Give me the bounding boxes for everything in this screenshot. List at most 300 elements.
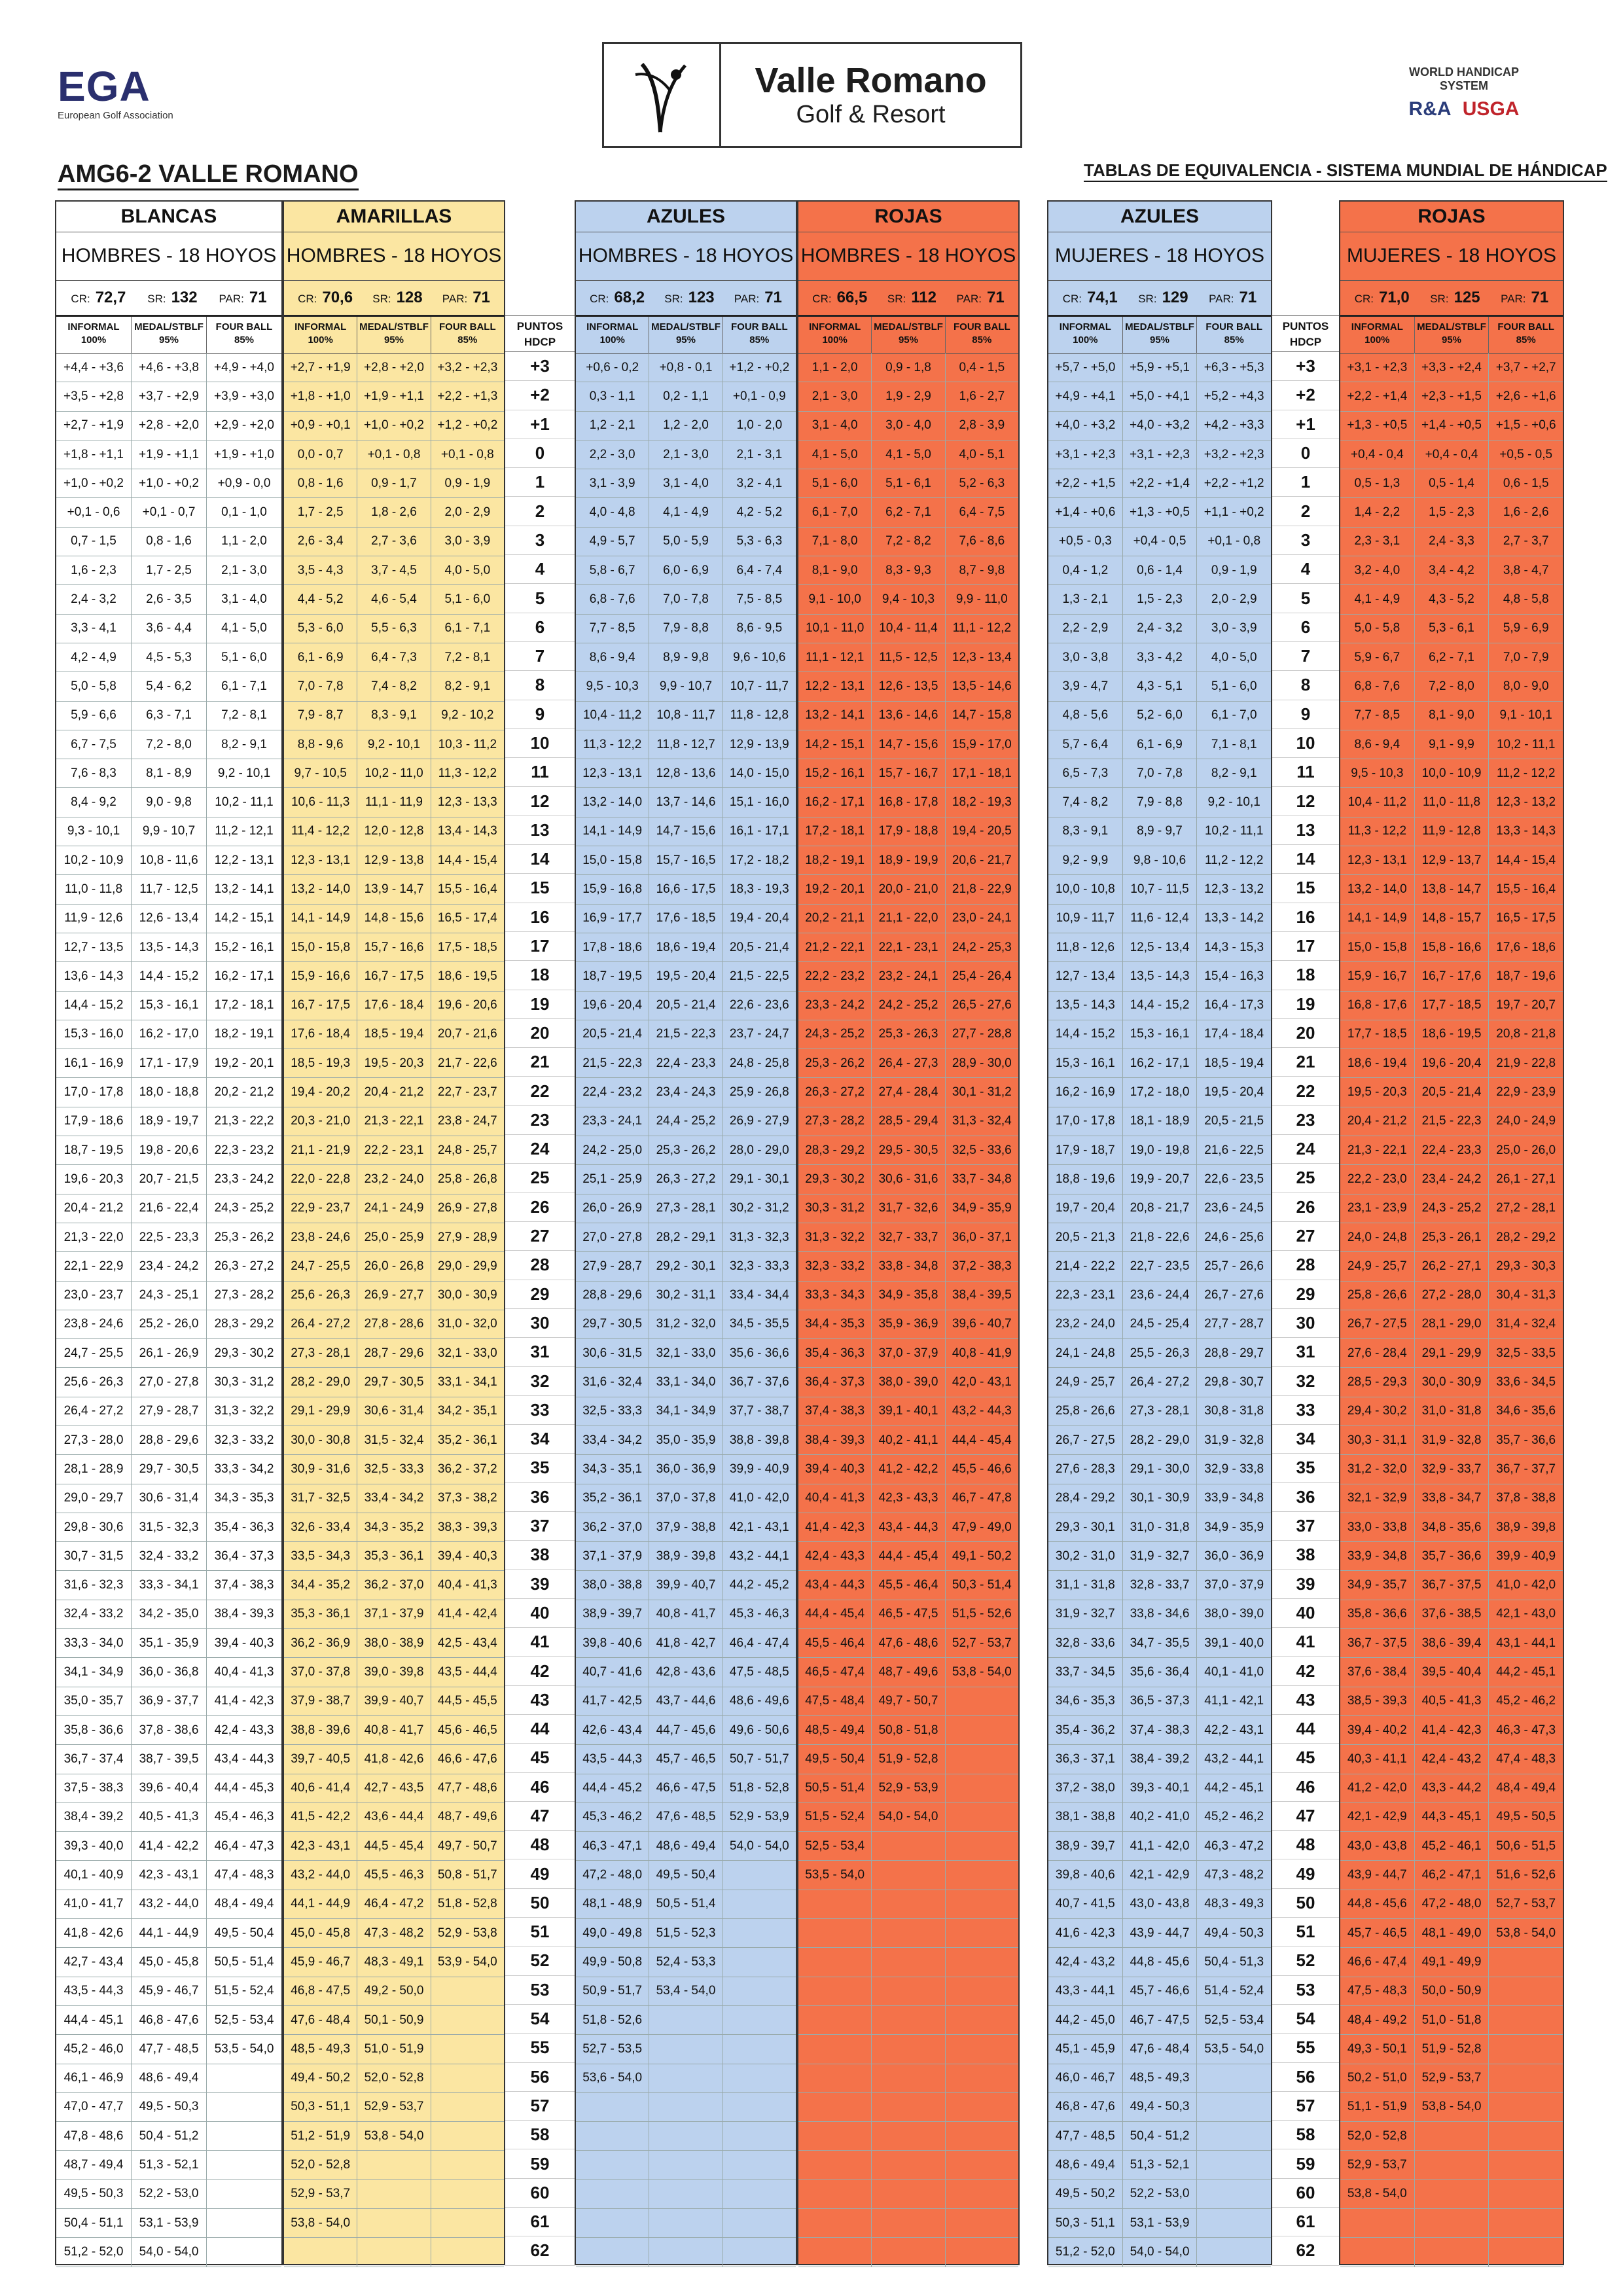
points-value: 59	[1272, 2149, 1339, 2178]
table-cell: 25,7 - 26,6	[1204, 1259, 1264, 1273]
table-panel-rojas_h	[797, 200, 1020, 2265]
table-row	[1048, 1658, 1271, 1687]
table-row	[56, 1194, 281, 1223]
table-cell: 6,1 - 6,9	[284, 643, 357, 672]
table-cell: 28,3 - 29,2	[214, 1317, 274, 1331]
table-cell: +0,5 - 0,5	[1499, 447, 1553, 461]
table-cell: 9,9 - 10,7	[649, 672, 722, 700]
table-cell: 35,4 - 36,3	[798, 1339, 872, 1367]
points-value: 36	[1272, 1483, 1339, 1512]
table-row	[798, 817, 1018, 846]
table-row	[798, 1397, 1018, 1426]
table-cell: 17,0 - 17,8	[56, 1078, 132, 1106]
table-cell: 19,2 - 20,1	[798, 875, 872, 903]
table-row	[284, 1919, 504, 1948]
table-cell: 1,9 - 2,9	[872, 382, 945, 410]
table-cell: 47,2 - 48,0	[576, 1861, 649, 1889]
table-cell: 48,4 - 49,2	[1340, 2006, 1415, 2034]
table-cell: 53,8 - 54,0	[284, 2209, 357, 2237]
table-row	[284, 1339, 504, 1368]
table-cell: 45,7 - 46,5	[1340, 1919, 1415, 1947]
table-cell	[207, 2151, 281, 2179]
table-cell: 39,9 - 40,9	[729, 1462, 789, 1476]
table-cell: 8,7 - 9,8	[959, 563, 1005, 577]
table-row	[1048, 440, 1271, 469]
points-rows	[505, 352, 575, 2266]
table-cell: 39,3 - 40,1	[1123, 1774, 1198, 1803]
table-cell: 19,5 - 20,4	[1204, 1085, 1264, 1100]
table-cell	[576, 2238, 649, 2266]
table-cell	[872, 1919, 945, 1947]
table-cell: 21,1 - 22,0	[872, 905, 945, 933]
table-cell: 46,8 - 47,6	[1048, 2093, 1123, 2121]
table-cell: 35,0 - 35,9	[649, 1426, 722, 1454]
table-cell: 36,9 - 37,7	[132, 1687, 207, 1715]
table-cell: 37,4 - 38,3	[798, 1397, 872, 1426]
table-row	[1048, 2035, 1271, 2064]
points-value: 12	[505, 787, 575, 816]
table-cell: 11,2 - 12,1	[215, 824, 274, 838]
table-cell: 37,9 - 38,7	[284, 1687, 357, 1715]
table-row	[56, 2209, 281, 2238]
table-cell	[723, 2093, 796, 2121]
points-value: 40	[505, 1599, 575, 1628]
table-cell: 0,9 - 1,9	[444, 476, 491, 490]
table-cell: 24,1 - 24,9	[357, 1194, 431, 1223]
table-cell: +1,9 - +1,0	[214, 447, 274, 461]
table-cell: 35,1 - 35,9	[132, 1629, 207, 1657]
table-cell: 34,3 - 35,2	[357, 1513, 431, 1541]
table-cell	[946, 2209, 1018, 2237]
table-row	[284, 1542, 504, 1571]
table-cell: 14,4 - 15,4	[437, 853, 497, 867]
table-cell: 5,2 - 6,3	[959, 476, 1005, 490]
table-cell: 18,5 - 19,3	[284, 1049, 357, 1077]
table-cell	[872, 2209, 945, 2237]
table-cell: 18,6 - 19,4	[1340, 1049, 1415, 1077]
table-row	[56, 498, 281, 527]
table-row	[1048, 556, 1271, 585]
points-value: 14	[505, 845, 575, 874]
table-cell	[1415, 2151, 1489, 2179]
table-cell: 15,8 - 16,6	[1415, 933, 1489, 961]
table-cell: 39,0 - 39,8	[357, 1658, 431, 1686]
table-cell: 5,3 - 6,0	[284, 615, 357, 643]
points-value: 58	[505, 2121, 575, 2149]
table-cell: 11,4 - 12,2	[284, 817, 357, 846]
table-row	[56, 1658, 281, 1687]
points-value: 39	[1272, 1570, 1339, 1598]
table-row	[284, 905, 504, 933]
table-cell: 34,9 - 35,7	[1340, 1571, 1415, 1599]
table-row	[576, 875, 796, 904]
table-cell: 44,4 - 45,2	[576, 1774, 649, 1803]
table-cell: 26,1 - 26,9	[132, 1339, 207, 1367]
table-row	[56, 615, 281, 643]
table-cell: 15,0 - 15,8	[576, 846, 649, 874]
course-rating-row	[576, 280, 796, 317]
table-row	[576, 1687, 796, 1716]
points-value: 16	[1272, 903, 1339, 932]
table-cell: 22,4 - 23,2	[576, 1078, 649, 1106]
table-row	[1340, 1339, 1563, 1368]
table-cell: 11,0 - 11,8	[56, 875, 132, 903]
table-cell: 43,9 - 44,7	[1123, 1919, 1198, 1947]
table-cell: 52,9 - 53,7	[1415, 2064, 1489, 2092]
table-cell: 42,3 - 43,1	[132, 1861, 207, 1889]
table-cell: 30,8 - 31,8	[1204, 1404, 1264, 1418]
document-title: TABLAS DE EQUIVALENCIA - SISTEMA MUNDIAL DE HÁNDICAP	[1084, 160, 1607, 182]
tee-title: ROJAS	[1340, 202, 1563, 232]
table-cell: 6,4 - 7,5	[959, 505, 1005, 520]
table-cell: 46,3 - 47,1	[576, 1832, 649, 1860]
table-cell	[798, 2035, 872, 2063]
table-row	[576, 933, 796, 962]
table-cell	[723, 1948, 796, 1976]
table-cell: 30,1 - 30,9	[1123, 1484, 1198, 1513]
table-panel-rojas_m	[1339, 200, 1564, 2265]
table-row	[56, 2151, 281, 2179]
table-cell: 15,3 - 16,1	[132, 992, 207, 1020]
rating-cr-value: 72,7	[95, 288, 126, 306]
table-cell: 14,7 - 15,6	[872, 730, 945, 759]
table-cell: +5,0 - +4,1	[1123, 382, 1198, 410]
table-row	[1048, 412, 1271, 440]
table-cell	[1489, 2209, 1563, 2237]
table-cell: 45,9 - 46,7	[132, 1977, 207, 2005]
points-value: 54	[505, 2005, 575, 2034]
table-cell: 44,2 - 45,2	[729, 1578, 789, 1592]
table-row	[576, 846, 796, 875]
table-row	[1048, 1049, 1271, 1078]
table-cell: 14,1 - 14,9	[1340, 905, 1415, 933]
table-cell: 29,1 - 30,0	[1123, 1455, 1198, 1483]
table-row	[56, 1774, 281, 1803]
table-cell: 24,8 - 25,8	[729, 1056, 789, 1070]
table-cell: 5,1 - 6,1	[872, 469, 945, 497]
table-row	[576, 528, 796, 556]
table-cell: 32,1 - 33,0	[649, 1339, 722, 1367]
table-cell	[1489, 1977, 1563, 2005]
table-cell: 13,5 - 14,3	[132, 933, 207, 961]
table-cell: 10,4 - 11,2	[576, 702, 649, 730]
table-cell	[798, 1948, 872, 1976]
table-row	[56, 1948, 281, 1977]
table-cell: 27,3 - 28,0	[56, 1426, 132, 1454]
rating-sr: SR: 123	[664, 288, 715, 306]
table-cell	[872, 2006, 945, 2034]
table-cell: 14,2 - 15,1	[798, 730, 872, 759]
table-cell: 5,5 - 6,3	[357, 615, 431, 643]
table-cell: 21,5 - 22,5	[729, 969, 789, 983]
table-row	[576, 2093, 796, 2122]
table-cell: 21,3 - 22,1	[357, 1107, 431, 1136]
points-value: 60	[505, 2179, 575, 2208]
table-cell: 10,9 - 11,7	[1048, 905, 1123, 933]
table-cell: 13,2 - 14,1	[214, 882, 274, 896]
table-row	[576, 1658, 796, 1687]
table-cell: 4,8 - 5,8	[1503, 592, 1549, 607]
rating-par-value: 71	[764, 288, 782, 306]
table-row	[56, 382, 281, 411]
table-row	[1048, 2093, 1271, 2122]
table-cell	[1489, 2180, 1563, 2208]
points-value: 13	[1272, 816, 1339, 845]
table-cell: +2,7 - +1,9	[56, 412, 132, 440]
table-cell: 39,5 - 40,4	[1415, 1658, 1489, 1686]
table-cell: 48,6 - 49,6	[729, 1694, 789, 1708]
table-panel-blancas	[55, 200, 283, 2265]
table-cell: 45,3 - 46,2	[576, 1803, 649, 1831]
table-row	[1340, 1977, 1563, 2006]
table-row	[56, 788, 281, 817]
table-cell: 16,1 - 17,1	[729, 824, 789, 838]
table-cell: 23,1 - 23,9	[1340, 1194, 1415, 1223]
table-cell	[946, 2093, 1018, 2121]
table-cell: 3,1 - 4,0	[798, 412, 872, 440]
table-cell: 44,4 - 45,4	[798, 1600, 872, 1628]
table-row	[56, 1803, 281, 1832]
table-cell	[1489, 1948, 1563, 1976]
table-cell: 26,4 - 27,3	[872, 1049, 945, 1077]
table-row	[284, 1282, 504, 1310]
table-row	[284, 1165, 504, 1194]
table-cell: 12,3 - 13,4	[952, 650, 1012, 664]
table-cell: 27,4 - 28,4	[872, 1078, 945, 1106]
table-row	[284, 412, 504, 440]
table-cell: 33,9 - 34,8	[1204, 1491, 1264, 1505]
table-cell: 51,8 - 52,8	[729, 1781, 789, 1795]
table-cell: 33,4 - 34,2	[576, 1426, 649, 1454]
table-cell: 15,0 - 15,8	[1340, 933, 1415, 961]
column-header: FOUR BALL 85%	[1205, 321, 1262, 346]
table-row	[798, 2064, 1018, 2093]
table-cell	[207, 2064, 281, 2092]
table-cell: 52,7 - 53,5	[576, 2035, 649, 2063]
table-cell: 13,2 - 14,0	[1340, 875, 1415, 903]
table-cell: 32,5 - 33,5	[1496, 1346, 1556, 1360]
table-row	[1340, 412, 1563, 440]
table-row	[1340, 1484, 1563, 1513]
table-cell: 34,9 - 35,8	[872, 1282, 945, 1310]
table-row	[1340, 1165, 1563, 1194]
table-row	[798, 1368, 1018, 1397]
table-cell: 49,4 - 50,3	[1204, 1926, 1264, 1940]
table-cell: 43,1 - 44,1	[1496, 1636, 1556, 1650]
table-row	[1340, 1919, 1563, 1948]
table-cell: 39,3 - 40,0	[56, 1832, 132, 1860]
table-row	[56, 846, 281, 875]
points-value: 33	[1272, 1396, 1339, 1425]
points-value: 20	[505, 1019, 575, 1048]
table-cell: 51,0 - 51,9	[357, 2035, 431, 2063]
table-cell: 51,5 - 52,6	[952, 1607, 1012, 1621]
table-cell: 40,1 - 41,0	[1204, 1665, 1264, 1679]
table-cell: 25,3 - 26,3	[872, 1020, 945, 1049]
table-cell: 30,4 - 31,3	[1496, 1288, 1556, 1302]
table-cell: +3,7 - +2,9	[132, 382, 207, 410]
table-row	[284, 643, 504, 672]
table-row	[798, 1890, 1018, 1919]
table-row	[284, 1687, 504, 1716]
table-row	[56, 1571, 281, 1600]
table-cell: 43,5 - 44,3	[576, 1745, 649, 1773]
table-cell: 3,1 - 3,9	[576, 469, 649, 497]
table-cell: 43,6 - 44,4	[357, 1803, 431, 1831]
table-cell: +1,3 - +0,5	[1123, 498, 1198, 526]
tee-subtitle: HOMBRES - 18 HOYOS	[284, 232, 504, 281]
table-cell: 31,3 - 32,4	[952, 1114, 1012, 1128]
tee-title: AZULES	[576, 202, 796, 232]
table-cell: 6,4 - 7,3	[357, 643, 431, 672]
table-cell: 18,6 - 19,4	[649, 933, 722, 961]
table-cell: 47,0 - 47,7	[56, 2093, 132, 2121]
table-cell: 41,0 - 42,0	[729, 1491, 789, 1505]
table-cell	[798, 2064, 872, 2092]
table-cell: 42,4 - 43,2	[1415, 1745, 1489, 1773]
rating-sr-value: 125	[1454, 288, 1480, 306]
table-cell: 38,0 - 39,0	[1204, 1607, 1264, 1621]
rating-sr: SR: 128	[372, 288, 423, 306]
table-cell: 13,3 - 14,2	[1204, 911, 1264, 925]
table-cell: +1,4 - +0,5	[1415, 412, 1489, 440]
points-value: 57	[1272, 2092, 1339, 2121]
points-value: 50	[1272, 1889, 1339, 1918]
tee-title: AMARILLAS	[284, 202, 504, 232]
table-cell: 19,6 - 20,6	[437, 998, 497, 1013]
table-cell: 11,0 - 11,8	[1415, 788, 1489, 816]
points-value: 15	[505, 874, 575, 903]
table-cell: 34,3 - 35,1	[576, 1455, 649, 1483]
table-cell: 42,3 - 43,3	[872, 1484, 945, 1513]
points-value: 17	[1272, 932, 1339, 961]
points-value: 55	[505, 2034, 575, 2062]
table-cell: 12,9 - 13,8	[357, 846, 431, 874]
table-row	[1048, 1687, 1271, 1716]
table-cell: 4,3 - 5,1	[1123, 672, 1198, 700]
table-rows	[56, 353, 281, 2267]
table-cell: 9,0 - 9,8	[132, 788, 207, 816]
table-cell: 33,8 - 34,6	[1123, 1600, 1198, 1628]
table-cell: 8,6 - 9,4	[1340, 730, 1415, 759]
table-row	[1048, 1426, 1271, 1455]
whs-label: WORLD HANDICAP SYSTEM	[1409, 65, 1519, 92]
table-cell: 14,7 - 15,6	[649, 817, 722, 846]
table-cell: 51,8 - 52,8	[437, 1897, 497, 1911]
table-cell: 26,5 - 27,6	[952, 998, 1012, 1013]
table-cell: 37,2 - 38,0	[1048, 1774, 1123, 1803]
table-cell: 12,0 - 12,8	[357, 817, 431, 846]
table-cell: 49,9 - 50,8	[576, 1948, 649, 1976]
points-value: 31	[505, 1338, 575, 1367]
table-row	[798, 875, 1018, 904]
table-rows	[284, 353, 504, 2267]
table-cell: 34,1 - 34,9	[56, 1658, 132, 1686]
table-cell: 43,2 - 44,0	[284, 1861, 357, 1889]
table-cell: 53,1 - 53,9	[132, 2209, 207, 2237]
table-cell: 33,0 - 33,8	[1340, 1513, 1415, 1541]
table-row	[284, 2180, 504, 2209]
table-cell	[798, 2122, 872, 2150]
table-cell: 25,5 - 26,3	[1123, 1339, 1198, 1367]
table-cell: 2,8 - 3,9	[959, 418, 1005, 433]
table-cell: 17,1 - 18,1	[952, 766, 1012, 780]
table-cell: 29,1 - 29,9	[1415, 1339, 1489, 1367]
table-cell: 18,6 - 19,5	[437, 969, 497, 983]
table-cell: 43,0 - 43,8	[1340, 1832, 1415, 1860]
table-cell: 47,9 - 49,0	[952, 1520, 1012, 1534]
table-cell: 4,8 - 5,6	[1048, 702, 1123, 730]
table-cell: 19,6 - 20,4	[576, 992, 649, 1020]
table-cell: 39,4 - 40,3	[214, 1636, 274, 1650]
table-cell: 50,8 - 51,8	[872, 1716, 945, 1744]
table-cell: 31,7 - 32,5	[284, 1484, 357, 1513]
table-cell: 44,5 - 45,5	[437, 1694, 497, 1708]
table-cell: 11,3 - 12,2	[438, 766, 497, 780]
table-cell: 4,1 - 4,9	[649, 498, 722, 526]
table-cell: 3,0 - 3,9	[444, 534, 491, 548]
table-cell: 13,9 - 14,7	[357, 875, 431, 903]
table-row	[576, 1571, 796, 1600]
table-cell: 21,4 - 22,2	[1048, 1252, 1123, 1280]
table-cell: 35,3 - 36,1	[284, 1600, 357, 1628]
table-cell: +1,8 - +1,1	[56, 440, 132, 469]
table-cell: 9,1 - 10,0	[798, 585, 872, 613]
table-row	[576, 1716, 796, 1745]
table-cell: 33,8 - 34,7	[1415, 1484, 1489, 1513]
table-cell: 48,1 - 48,9	[576, 1890, 649, 1918]
table-row	[1048, 2209, 1271, 2238]
table-cell: 33,1 - 34,1	[437, 1375, 497, 1390]
table-cell	[431, 2093, 504, 2121]
column-header: MEDAL/STBLF 95%	[1415, 317, 1489, 353]
table-cell: 50,7 - 51,7	[729, 1751, 789, 1766]
column-headers	[798, 317, 1018, 354]
table-cell: 24,9 - 25,7	[1048, 1368, 1123, 1396]
table-cell: 30,2 - 31,2	[729, 1201, 789, 1215]
table-cell: 44,8 - 45,6	[1123, 1948, 1198, 1976]
table-cell: 23,7 - 24,7	[729, 1027, 789, 1041]
table-row	[1048, 1716, 1271, 1745]
table-row	[798, 1049, 1018, 1078]
table-cell: 17,6 - 18,5	[649, 905, 722, 933]
table-cell: 29,5 - 30,5	[872, 1136, 945, 1164]
table-cell: 18,8 - 19,6	[1048, 1165, 1123, 1193]
table-cell: 30,0 - 30,8	[284, 1426, 357, 1454]
points-value: 24	[505, 1135, 575, 1164]
table-cell: 23,3 - 24,1	[576, 1107, 649, 1136]
table-row	[1340, 1571, 1563, 1600]
table-row	[56, 1397, 281, 1426]
table-row	[1340, 1455, 1563, 1484]
table-row	[1340, 875, 1563, 904]
table-cell: 31,6 - 32,4	[576, 1368, 649, 1396]
table-row	[798, 1542, 1018, 1571]
table-cell: +2,7 - +1,9	[284, 353, 357, 382]
points-value: 25	[1272, 1164, 1339, 1193]
table-cell: 29,0 - 29,7	[56, 1484, 132, 1513]
table-cell: 43,9 - 44,7	[1340, 1861, 1415, 1889]
table-cell: 40,8 - 41,7	[649, 1600, 722, 1628]
table-cell: 54,0 - 54,0	[872, 1803, 945, 1831]
table-cell: 17,6 - 18,4	[284, 1020, 357, 1049]
table-cell: 18,6 - 19,5	[1415, 1020, 1489, 1049]
table-row	[284, 1020, 504, 1049]
table-cell: 8,3 - 9,3	[872, 556, 945, 584]
table-row	[56, 672, 281, 701]
table-cell: 50,4 - 51,3	[1204, 1954, 1264, 1969]
table-cell: 43,2 - 44,3	[952, 1404, 1012, 1418]
